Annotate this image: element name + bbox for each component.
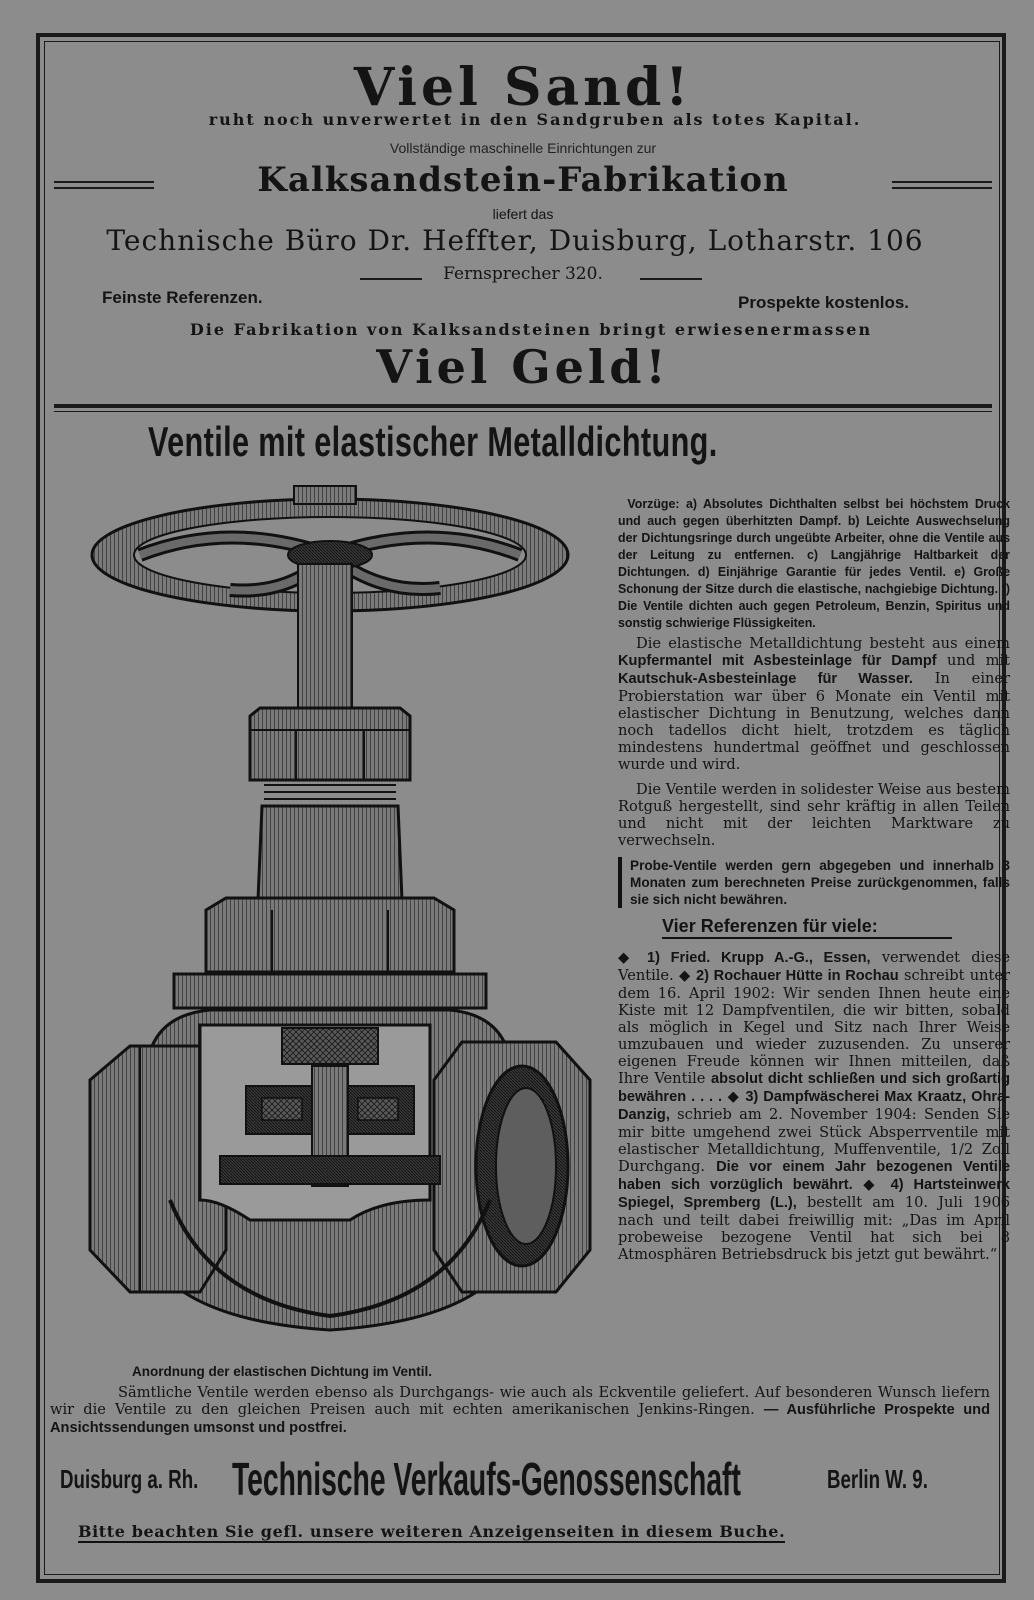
ad2-material-text-a: Die elastische Metalldichtung besteht aus einem bbox=[636, 635, 1010, 652]
ad1-company: Technische Büro Dr. Heffter, Duisburg, Lotharstr. 106 bbox=[106, 224, 924, 257]
ad2-city-right: Berlin W. 9. bbox=[827, 1464, 928, 1494]
ad2-bottom-paragraph bbox=[50, 1384, 990, 1437]
ad1-phone-rule-right bbox=[640, 278, 702, 280]
ref2-bold: absolut dicht schließen und sich großartig bewähren . . . . bbox=[618, 1071, 1010, 1105]
ad2-material bbox=[618, 635, 1010, 773]
ad1-references: Feinste Referenzen. bbox=[102, 288, 263, 307]
ref3-bold: Die vor einem Jahr bezogenen Ventile haben sich vorzüglich bewährt. bbox=[618, 1159, 1010, 1193]
ad2-headline: Ventile mit elastischer Metalldichtung. bbox=[148, 418, 718, 465]
ad1-product: Kalksandstein-Fabrikation bbox=[257, 160, 789, 200]
ad1-closing: Viel Geld! bbox=[376, 340, 670, 394]
ad2-advantages-text: Vorzüge: a) Absolutes Dichthalten selbst bei höchstem Druck und auch gegen überhitzten Dampf. b) Leichte Auswechselung der Dichtungsringe durch ungeübte Arbeiter, ohne die Ventile aus der Leitung zu entfernen. c) Langjährige Haltbarkeit der Dichtungen. d) Einjährige Garantie für jedes Ventil. e) Große Schonung der Sitze durch die elastische, nachgiebige Dichtung. f) Die Ventile dichten auch gegen Petroleum, Benzin, Spiritus und sonstig schwierige Flüssigkeiten. bbox=[618, 496, 1010, 630]
ref2-name: 2) Rochauer Hütte in Rochau bbox=[696, 968, 899, 984]
ad2-trial: Probe-Ventile werden gern abgegeben und innerhalb 3 Monaten zum berechneten Preise zurückgenommen, falls sie sich nicht bewähren. bbox=[630, 858, 1010, 907]
diamond-icon: ◆ bbox=[727, 1088, 740, 1105]
ad2-material-bold-b: Kupfermantel mit Asbesteinlage für Dampf bbox=[618, 653, 937, 669]
ad-separator bbox=[54, 404, 992, 408]
ad2-bottom-text: Sämtliche Ventile werden ebenso als Durchgangs- wie auch als Eckventile geliefert. Auf besonderen Wunsch liefern wir die Ventile zu den gleichen Preisen auch mit echten amerikanischen Jenkins-Ringen. bbox=[50, 1384, 990, 1418]
ad2-footer: Bitte beachten Sie gefl. unsere weiteren Anzeigenseiten in diesem Buche. bbox=[78, 1522, 786, 1541]
ref1-name: 1) Fried. Krupp A.-G., Essen, bbox=[647, 950, 871, 966]
ad2-material-text-e: In einer Probierstation war über 6 Monate ein Ventil mit elastischer Dichtung in Benutzung, welches dann noch tadellos dicht hielt, trotzdem es täglich mindestens hundertmal geöffnet und geschlossen wurde und wird. bbox=[618, 670, 1010, 773]
ad2-bottom-bold: — Ausführliche Prospekte und Ansichtssendungen umsonst und postfrei. bbox=[50, 1402, 990, 1436]
ad2-ref-heading: Vier Referenzen für viele: bbox=[662, 916, 952, 939]
ad1-title: Viel Sand! bbox=[353, 57, 693, 118]
diamond-icon: ◆ bbox=[863, 1176, 881, 1193]
ad2-advantages bbox=[618, 495, 1010, 631]
ad1-phone: Fernsprecher 320. bbox=[443, 264, 603, 284]
ad1-subtitle: ruht noch unverwertet in den Sandgruben als totes Kapital. bbox=[208, 110, 862, 129]
ad2-city-left: Duisburg a. Rh. bbox=[60, 1464, 199, 1494]
bonnet bbox=[258, 806, 402, 900]
ad2-quality: Die Ventile werden in solidester Weise aus bestem Rotguß hergestellt, sind sehr kräftig in allen Teilen und nicht mit der leichten Marktware zu verwechseln. bbox=[618, 781, 1010, 849]
diamond-icon: ◆ bbox=[678, 967, 691, 984]
ad2-material-bold-d: Kautschuk-Asbesteinlage für Wasser. bbox=[618, 671, 913, 687]
ad1-claim: Die Fabrikation von Kalksandsteinen bringt erwiesenermassen bbox=[189, 320, 873, 339]
ref3-text: schrieb am 2. November 1904: Senden Sie mir bitte umgehend zwei Stück Absperrventile mit elastischer Metalldichtung, Muffenventile, 1/2 Zoll Durchgang. bbox=[618, 1106, 1010, 1175]
ref1-text: verwendet diese Ventile. bbox=[618, 949, 1011, 984]
valve-illustration bbox=[50, 480, 610, 1360]
diamond-icon: ◆ bbox=[618, 949, 636, 966]
ref3-name: 3) Dampfwäscherei Max Kraatz, Ohra-Danzig, bbox=[618, 1089, 1011, 1123]
ref4-name: 4) Hartsteinwerk Spiegel, Spremberg (L.), bbox=[618, 1177, 1011, 1211]
ref2-text: schreibt unter dem 16. April 1902: Wir senden Ihnen heute eine Kiste mit 12 Dampfventilen, die wir bitten, sobald als möglich in Kegel und Sitz nach Ihrer Weise umzubauen und wieder zuzusenden. Zu unserer eigenen Freude können wir Ihnen mitteilen, daß Ihre Ventile bbox=[618, 967, 1011, 1087]
ad2-references bbox=[618, 949, 1010, 1263]
ad1-product-rule-right bbox=[892, 181, 992, 189]
valve-stem bbox=[298, 564, 352, 712]
ad1-prospects: Prospekte kostenlos. bbox=[738, 293, 910, 312]
valve-caption: Anordnung der elastischen Dichtung im Ventil. bbox=[132, 1364, 433, 1379]
gland-nut bbox=[250, 708, 410, 780]
ad2-company: Technische Verkaufs-Genossenschaft bbox=[232, 1453, 741, 1505]
ref4-text: bestellt am 10. Juli 1906 nach und teilt dabei freiwillig mit: „Das im April probeweise bezogene Ventil hat sich bei 8 Atmosphären Betriebsdruck bis jetzt gut bewährt.“ bbox=[618, 1194, 1011, 1263]
ad1-intro: Vollständige maschinelle Einrichtungen zur bbox=[389, 140, 657, 156]
ad2-text-column bbox=[618, 495, 1010, 1263]
ad-separator-thin bbox=[54, 411, 992, 412]
ad1-delivers: liefert das bbox=[492, 206, 554, 222]
ad2-material-text-c: und mit bbox=[947, 652, 1010, 669]
ad2-trial-box bbox=[618, 857, 1010, 908]
